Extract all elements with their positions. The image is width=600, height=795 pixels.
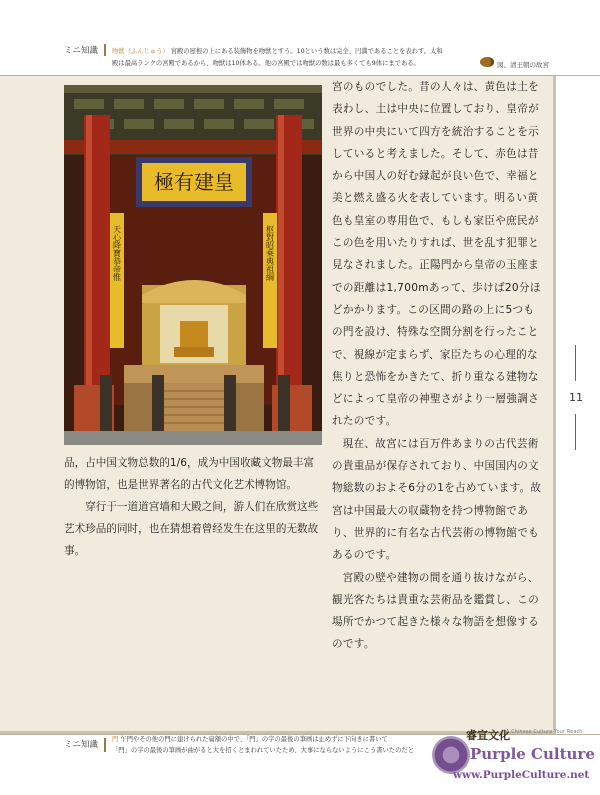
- top-caption: 図、清王朝の故宮: [497, 61, 549, 69]
- chinese-text: [64, 452, 322, 562]
- watermark-url: www.PurpleCulture.net: [453, 769, 590, 781]
- bottom-note-line2: 「門」の字の最後の筆画が曲がると大を招くとまわれていたため、大事にならないようにこう書いたのだと: [112, 747, 414, 754]
- top-note-text: [112, 46, 472, 70]
- publisher-tagline: A Chinese Culture Your Reach: [506, 730, 583, 735]
- left-couplet: 天心降寶恭帝惟: [112, 225, 122, 281]
- chinese-paragraph-1: 品，占中国文物总数的1/6，成为中国收藏文物最丰富的博物馆，也是世界著名的古代文化艺术博物馆。: [64, 457, 315, 491]
- top-note-term: 吻獣（ふんじゅう）: [112, 48, 169, 55]
- plaque-text: 極有建皇: [154, 170, 234, 194]
- bottom-note-line1: 午門やその他の門に建けられた扁額の中で、「門」の字の最後の筆画は止めずに下向きに書いて: [120, 736, 388, 743]
- watermark-name: Purple Culture: [470, 745, 595, 763]
- roof-beast-icon: [480, 57, 494, 67]
- bottom-note-label: ミニ知識: [64, 738, 106, 752]
- publisher-brand: 睿宣文化: [466, 729, 510, 742]
- bottom-note-term: 門: [112, 736, 119, 743]
- chinese-paragraph-2: 穿行于一道道宫墙和大殿之间，游人们在欣赏这些艺术珍品的同时，也在猜想着曾经发生在这里的无数故事。: [64, 501, 319, 557]
- throne-hall-photo: [64, 85, 322, 445]
- top-note-line1: 宮殿の屋根の上にある装飾物を吻獣とすう。10という数は完全、円満であることを表わす。太和: [170, 48, 443, 55]
- page-number-rule-bottom: [575, 414, 576, 450]
- japanese-text: [332, 76, 544, 656]
- bottom-note-text: [112, 734, 442, 756]
- page-number: 11: [569, 391, 583, 404]
- right-couplet: 枢對昭乘典祖綱: [265, 225, 275, 281]
- japanese-paragraph-3: 宮殿の壁や建物の間を通り抜けながら、観光客たちは貴重な芸術品を鑑賞し、この場所でかつて起きた様々な物語を想像するのです。: [332, 571, 539, 651]
- page-number-rule-top: [575, 345, 576, 381]
- japanese-paragraph-2: 現在、故宮には百万件あまりの古代芸術の貴重品が保存されており、中国国内の文物総数のおよそ6分の1を占めています。故宮は中国最大の収蔵物を持つ博物館であり、世界的に有名な古代芸術の博物館でもあるのです。: [332, 437, 542, 562]
- top-note-line2: 殿は最高ランクの宮殿であるから、吻獣は10体ある。他の宮殿では吻獣の数は最も多くても9体にまである。: [112, 60, 420, 67]
- top-note: [0, 40, 600, 76]
- top-note-label: ミニ知識: [64, 44, 106, 56]
- japanese-paragraph-1: 宮のものでした。昔の人々は、黄色は土を表わし、土は中央に位置しており、皇帝が世界の中央にいて四方を統治することを示していると考えました。そして、赤色は昔から中国人の好む縁起が良い色で、幸福と美と燃え盛る火を表しています。明るい黄色も皇室の専用色で、もしも家臣や庶民がこの色を用いたりすれば、世を乱す犯罪と見なされました。正陽門から皇帝の玉座までの距離は1,700mあって、歩けば20分ほどかかります。この区間の路の上に5つもの門を設け、特殊な空間分割を行ったことで、視線が定まらず、家臣たちの心理的な焦りと恐怖をかきたて、折り重なる建物などによって皇帝の神聖さがより一層強調されたのです。: [332, 81, 541, 428]
